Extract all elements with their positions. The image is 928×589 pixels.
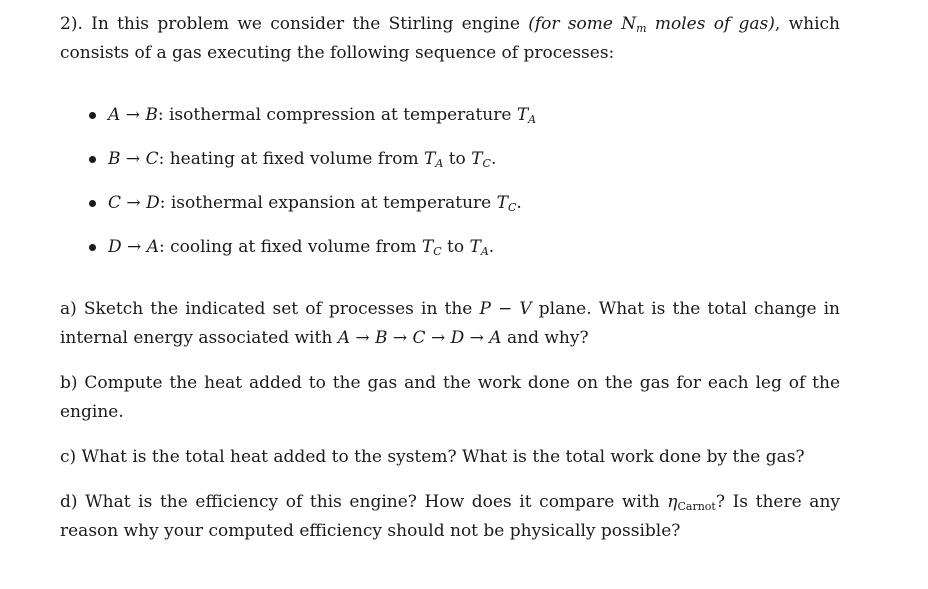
intro-lead: 2). In this problem we consider the Stirling engine <box>60 14 529 34</box>
process-list <box>88 100 536 276</box>
list-item: A → B: isothermal compression at temperature $T_A$ <box>88 100 536 144</box>
problem-intro <box>60 10 840 68</box>
list-item: C → D: isothermal expansion at temperature $T_C$. <box>88 188 536 232</box>
question-c: c) What is the total heat added to the system? What is the total work done by the gas? <box>60 447 805 467</box>
question-d: d) What is the efficiency of this engine? How does it compare with $\eta_{Carnot}$? Is there any reason why your computed efficiency should not be physically possible? <box>60 492 840 541</box>
list-item: D → A: cooling at fixed volume from $T_C$ to $T_A$. <box>88 232 536 276</box>
question-b: b) Compute the heat added to the gas and the work done on the gas for each leg of the engine. <box>60 373 840 422</box>
intro-emphasis: (for some $N_m$ moles of gas) <box>528 14 775 35</box>
intro-tail: , which consists of a gas executing the following sequence of processes: <box>60 14 841 63</box>
question-a: a) Sketch the indicated set of processes in the P − V plane. What is the total change in internal energy associated with A → B → C → D → A and why? <box>60 299 840 348</box>
list-item: B → C: heating at fixed volume from $T_A$ to $T_C$. <box>88 144 536 188</box>
